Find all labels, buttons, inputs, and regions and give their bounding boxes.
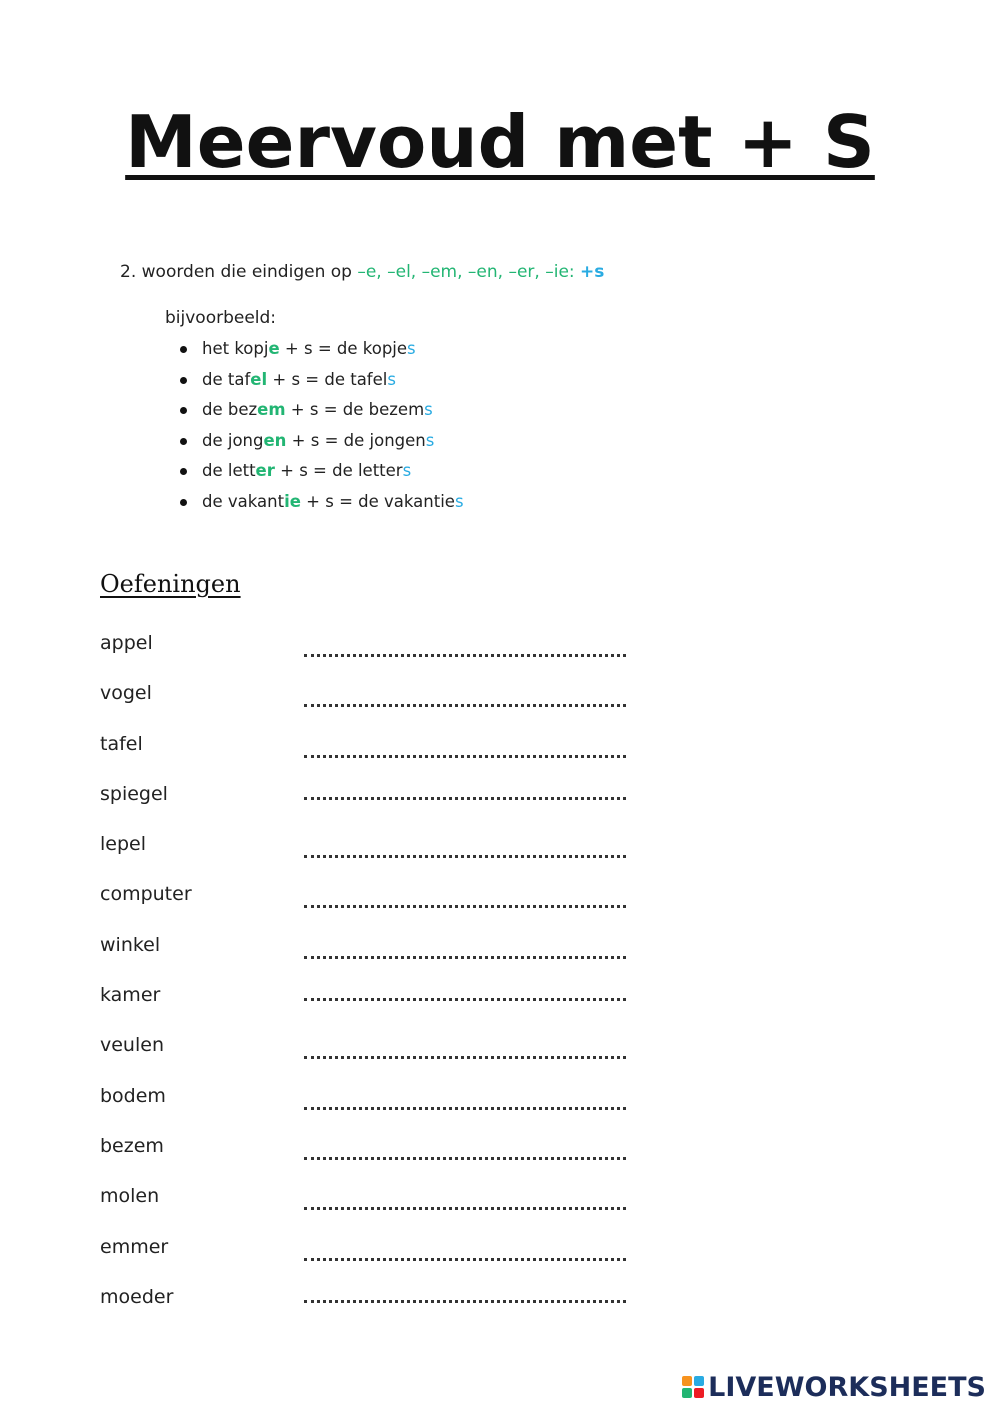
rule-text: woorden die eindigen op <box>141 262 352 282</box>
exercise-row <box>100 883 700 933</box>
exercise-word: tafel <box>100 732 143 755</box>
example-item: de jongen + s = de jongens <box>180 430 464 461</box>
answer-field[interactable] <box>304 901 626 908</box>
exercise-row <box>100 783 700 833</box>
answer-field[interactable] <box>304 1052 626 1059</box>
exercise-list <box>100 632 700 1336</box>
exercise-row <box>100 1034 700 1084</box>
bullet-icon <box>180 499 187 506</box>
example-item: de tafel + s = de tafels <box>180 369 464 400</box>
exercise-word: bodem <box>100 1084 166 1107</box>
answer-field[interactable] <box>304 1153 626 1160</box>
example-item: het kopje + s = de kopjes <box>180 338 464 369</box>
answer-field[interactable] <box>304 851 626 858</box>
exercise-row <box>100 1286 700 1336</box>
exercise-row <box>100 1236 700 1286</box>
brand-watermark <box>682 1372 986 1402</box>
bullet-icon <box>180 468 187 475</box>
exercise-word: veulen <box>100 1034 164 1057</box>
exercise-row <box>100 934 700 984</box>
bullet-icon <box>180 377 187 384</box>
rule-number: 2. <box>120 262 137 282</box>
rule-endings: –e, –el, –em, –en, –er, –ie: <box>357 262 575 282</box>
answer-field[interactable] <box>304 1203 626 1210</box>
exercise-row <box>100 1085 700 1135</box>
exercise-word: appel <box>100 632 153 654</box>
exercise-row <box>100 733 700 783</box>
exercise-word: lepel <box>100 833 146 856</box>
rule-suffix: +s <box>580 262 605 282</box>
exercise-row <box>100 984 700 1034</box>
exercise-word: molen <box>100 1185 160 1208</box>
exercise-row <box>100 833 700 883</box>
exercise-word: spiegel <box>100 782 168 805</box>
answer-field[interactable] <box>304 1103 626 1110</box>
page-title: Meervoud met + S <box>125 100 875 184</box>
liveworksheets-logo-icon <box>682 1376 704 1398</box>
bullet-icon <box>180 438 187 445</box>
exercise-word: bezem <box>100 1134 164 1157</box>
exercise-row <box>100 632 700 682</box>
answer-field[interactable] <box>304 952 626 959</box>
answer-field[interactable] <box>304 994 626 1001</box>
bullet-icon <box>180 346 187 353</box>
exercise-word: winkel <box>100 933 161 956</box>
answer-field[interactable] <box>304 1254 626 1261</box>
answer-field[interactable] <box>304 793 626 800</box>
exercise-word: kamer <box>100 984 161 1007</box>
exercise-row <box>100 1135 700 1185</box>
exercise-word: moeder <box>100 1285 174 1308</box>
brand-name: LIVEWORKSHEETS <box>708 1371 986 1403</box>
bullet-icon <box>180 407 187 414</box>
answer-field[interactable] <box>304 1296 626 1303</box>
example-item: de vakantie + s = de vakanties <box>180 491 464 522</box>
answer-field[interactable] <box>304 751 626 758</box>
rule-line <box>120 262 604 282</box>
exercise-word: emmer <box>100 1235 169 1258</box>
examples-label: bijvoorbeeld: <box>165 308 277 328</box>
section-title: Oefeningen <box>100 570 241 598</box>
example-item: de letter + s = de letters <box>180 460 464 491</box>
answer-field[interactable] <box>304 650 626 657</box>
exercise-word: vogel <box>100 682 152 705</box>
examples-list <box>180 338 464 522</box>
example-item: de bezem + s = de bezems <box>180 399 464 430</box>
exercise-row <box>100 1185 700 1235</box>
exercise-word: computer <box>100 883 192 906</box>
answer-field[interactable] <box>304 700 626 707</box>
exercise-row <box>100 682 700 732</box>
